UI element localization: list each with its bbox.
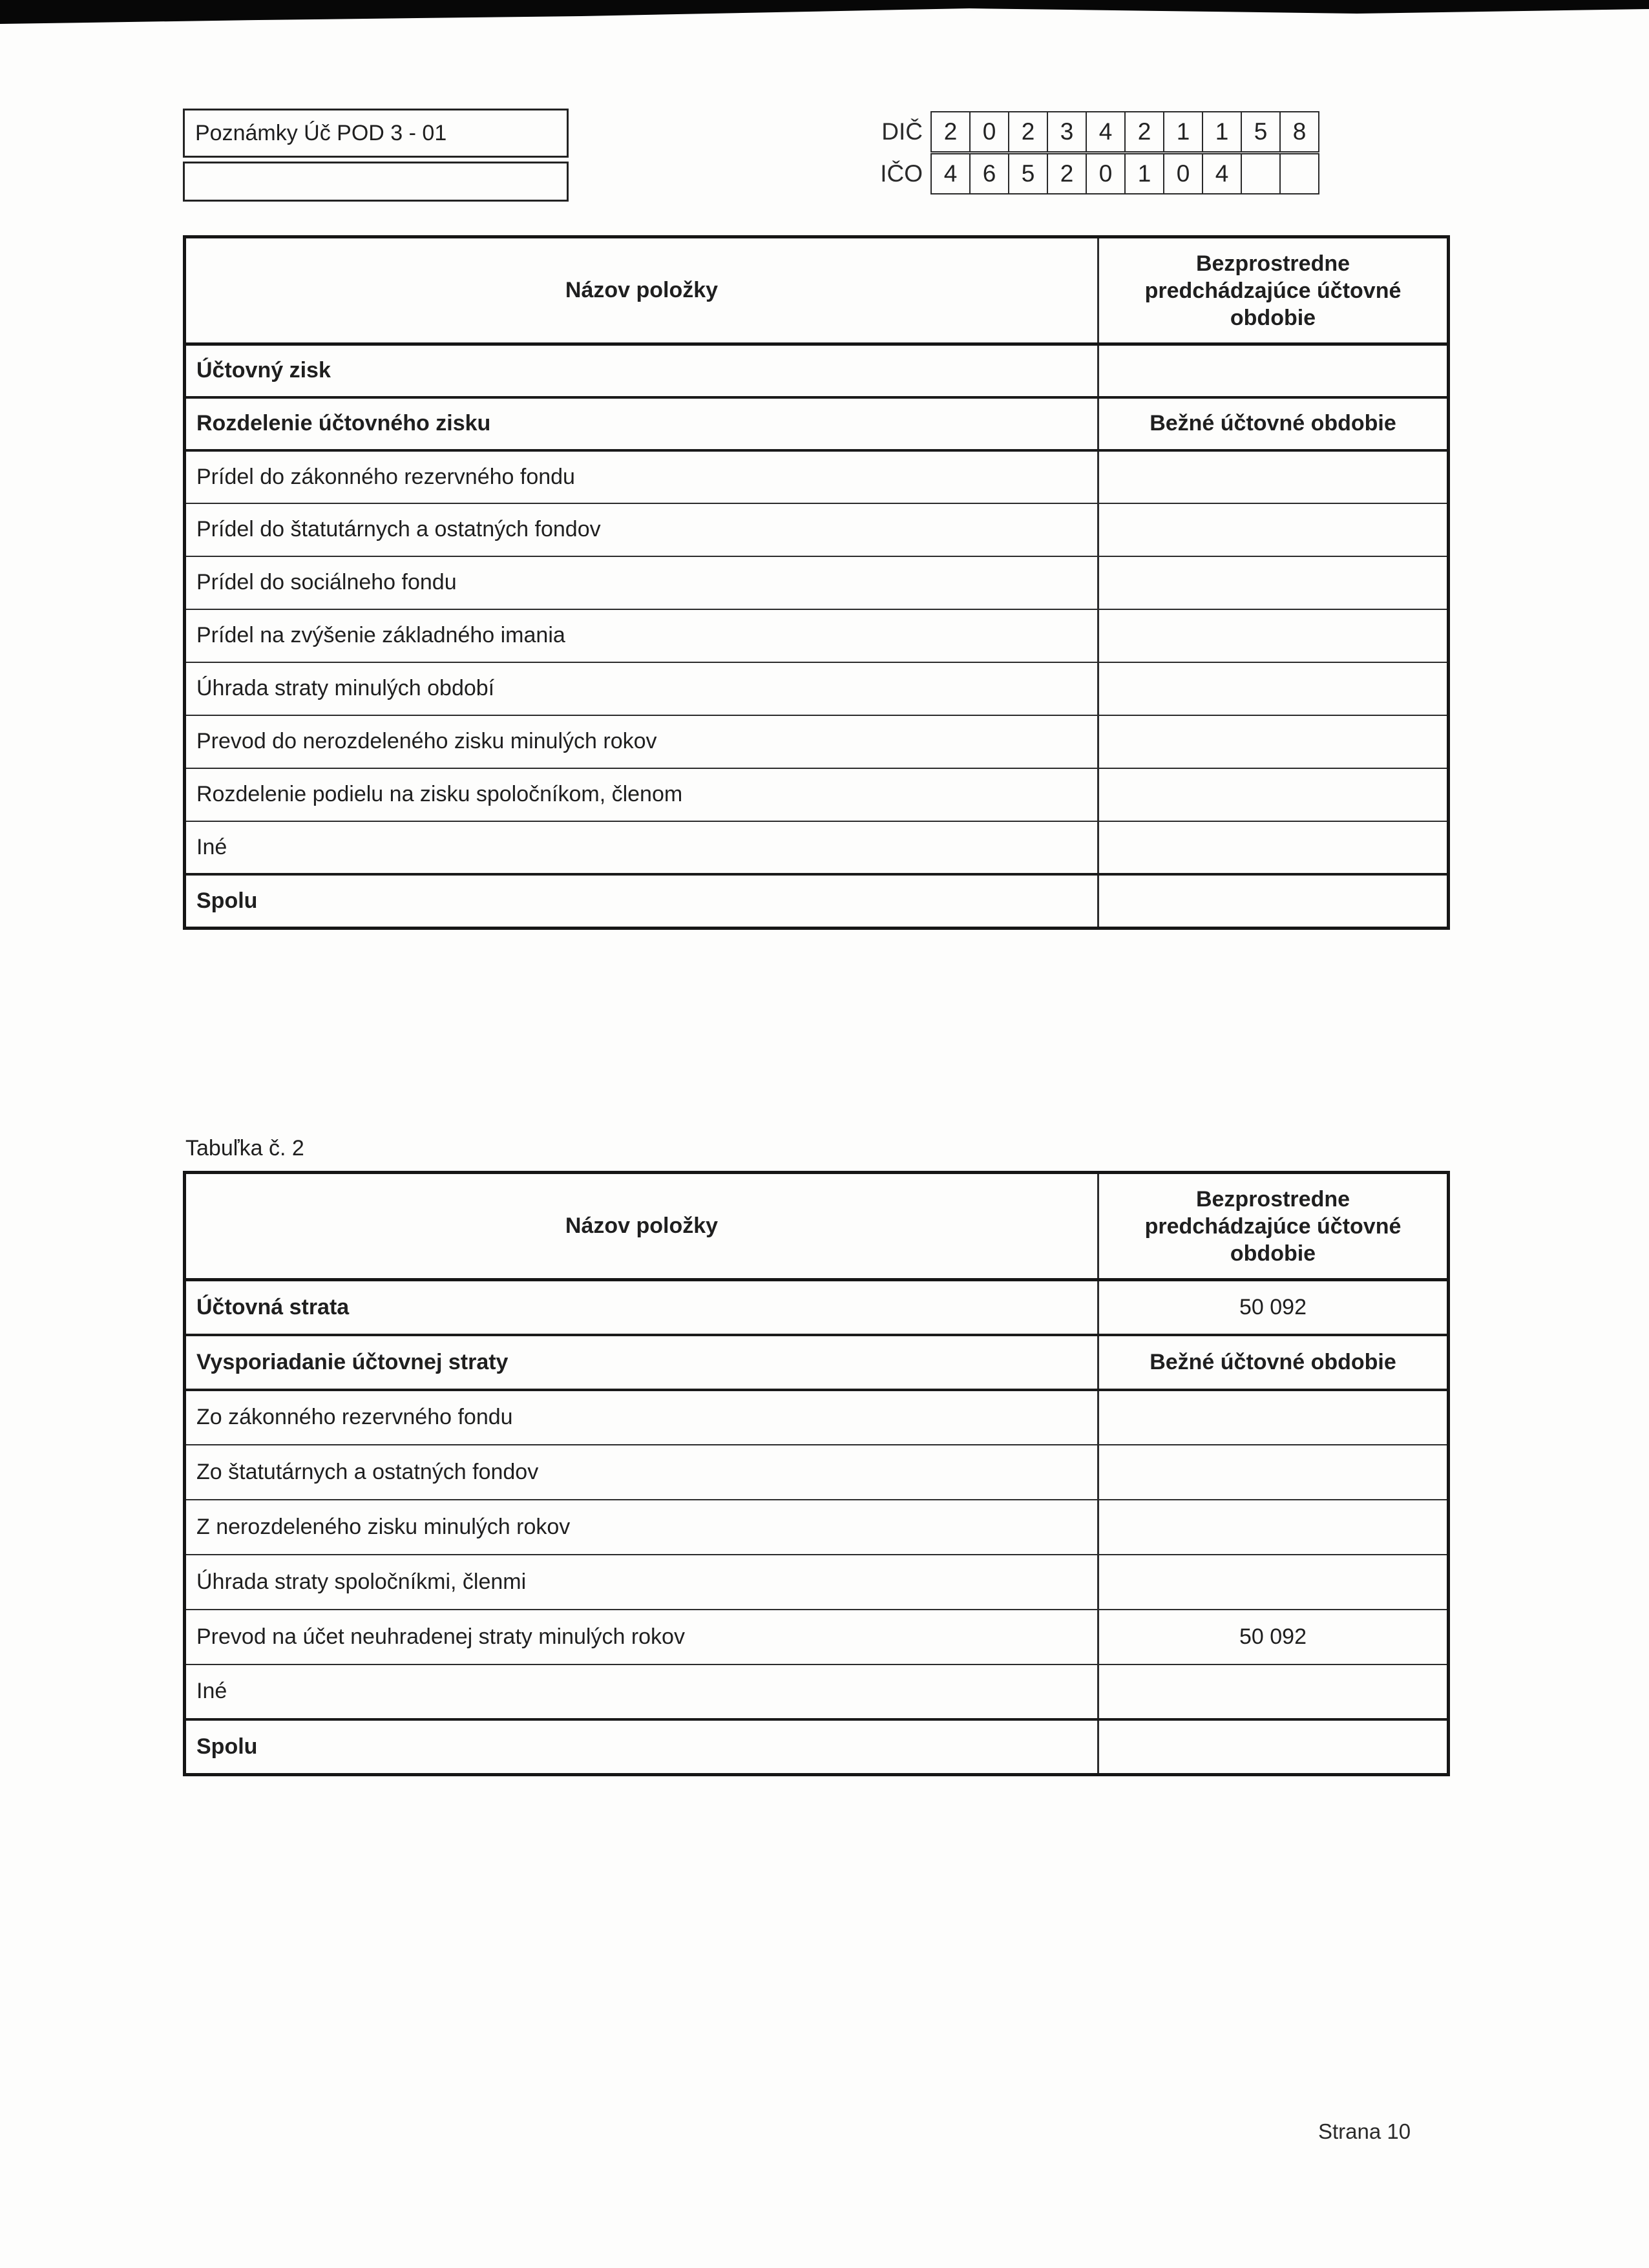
- table-row: [185, 1664, 1449, 1719]
- table1-profit-row: [185, 344, 1449, 397]
- row-value: [1098, 768, 1449, 821]
- dic-digit-cell: 3: [1047, 112, 1086, 152]
- ico-digit-cell: 0: [1086, 154, 1125, 194]
- row-label: Iné: [185, 821, 1098, 874]
- table-row: [185, 609, 1449, 662]
- row-value: [1098, 1390, 1449, 1445]
- row-label: Zo štatutárnych a ostatných fondov: [185, 1445, 1098, 1500]
- table-loss-settlement: [183, 1171, 1450, 1776]
- row-value: [1098, 1555, 1449, 1610]
- row-value: [1098, 344, 1449, 397]
- row-value: [1098, 609, 1449, 662]
- table-row: [185, 503, 1449, 556]
- row-label: Prídel na zvýšenie základného imania: [185, 609, 1098, 662]
- table1-header-row: [185, 237, 1449, 344]
- ico-row: [874, 153, 1319, 194]
- row-value: [1098, 1500, 1449, 1555]
- row-value: Bežné účtovné obdobie: [1098, 397, 1449, 450]
- ico-digit-grid: [930, 153, 1319, 194]
- table-row: [185, 662, 1449, 715]
- form-label-box-empty: [183, 162, 569, 202]
- table-row: [185, 1555, 1449, 1610]
- row-value: [1098, 556, 1449, 609]
- ico-label: IČO: [880, 160, 923, 187]
- ico-digit-cell: 4: [1203, 154, 1241, 194]
- dic-digit-cell: 2: [1009, 112, 1047, 152]
- ico-digit-cell: 1: [1125, 154, 1164, 194]
- table-row: [185, 450, 1449, 503]
- table2-header-value: Bezprostredne predchádzajúce účtovné obdobie: [1144, 1186, 1402, 1266]
- table-row: [185, 1445, 1449, 1500]
- row-label: Vysporiadanie účtovnej straty: [185, 1335, 1098, 1390]
- row-value: [1098, 1664, 1449, 1719]
- row-value: [1098, 662, 1449, 715]
- dic-digit-grid: [930, 111, 1319, 152]
- table-row: [185, 715, 1449, 768]
- form-label: Poznámky Úč POD 3 - 01: [195, 120, 447, 145]
- row-value: [1098, 1445, 1449, 1500]
- dic-digit-cell: 1: [1203, 112, 1241, 152]
- table-profit-distribution: [183, 235, 1450, 930]
- dic-digit-cell: 5: [1241, 112, 1280, 152]
- row-label: Prídel do štatutárnych a ostatných fondov: [185, 503, 1098, 556]
- row-value: [1098, 715, 1449, 768]
- row-value: [1098, 1719, 1449, 1775]
- row-label: Z nerozdeleného zisku minulých rokov: [185, 1500, 1098, 1555]
- ico-digit-cell: 0: [1164, 154, 1203, 194]
- row-value: [1098, 503, 1449, 556]
- dic-digit-cell: 4: [1086, 112, 1125, 152]
- row-label: Spolu: [185, 1719, 1098, 1775]
- row-label: Iné: [185, 1664, 1098, 1719]
- ico-digit-cell: [1241, 154, 1280, 194]
- row-label: Prídel do sociálneho fondu: [185, 556, 1098, 609]
- table-row: [185, 768, 1449, 821]
- table1-section-row: [185, 397, 1449, 450]
- dic-digit-cell: 0: [970, 112, 1009, 152]
- row-value: 50 092: [1098, 1610, 1449, 1664]
- page-number: Strana 10: [1318, 2119, 1411, 2143]
- dic-digit-cell: 2: [1125, 112, 1164, 152]
- ico-digit-cell: 2: [1047, 154, 1086, 194]
- row-value: [1098, 821, 1449, 874]
- row-value: [1098, 450, 1449, 503]
- row-label: Zo zákonného rezervného fondu: [185, 1390, 1098, 1445]
- table-row: [185, 556, 1449, 609]
- dic-digit-cell: 2: [931, 112, 970, 152]
- form-label-box: [183, 109, 569, 158]
- table2-header-row: [185, 1173, 1449, 1280]
- ico-digit-cell: 4: [931, 154, 970, 194]
- dic-label: DIČ: [881, 118, 923, 145]
- ico-digit-cell: 5: [1009, 154, 1047, 194]
- row-label: Účtovný zisk: [185, 344, 1098, 397]
- table2-header-value-cell: [1098, 1173, 1449, 1280]
- table-row: [185, 1390, 1449, 1445]
- row-label: Úhrada straty minulých období: [185, 662, 1098, 715]
- row-label: Rozdelenie účtovného zisku: [185, 397, 1098, 450]
- ico-digit-cell: 6: [970, 154, 1009, 194]
- table1-header-value-cell: [1098, 237, 1449, 344]
- table2-header-name: Názov položky: [185, 1173, 1098, 1280]
- row-value: Bežné účtovné obdobie: [1098, 1335, 1449, 1390]
- table-row: [185, 821, 1449, 874]
- table2-loss-row: [185, 1280, 1449, 1335]
- scan-artifact-bar: [0, 0, 1649, 26]
- dic-digit-cell: 1: [1164, 112, 1203, 152]
- row-label: Rozdelenie podielu na zisku spoločníkom, členom: [185, 768, 1098, 821]
- table2-caption: Tabuľka č. 2: [185, 1136, 304, 1160]
- table1-total-row: [185, 874, 1449, 929]
- table-row: [185, 1610, 1449, 1664]
- table-row: [185, 1500, 1449, 1555]
- row-value: [1098, 874, 1449, 929]
- row-label: Účtovná strata: [185, 1280, 1098, 1335]
- table1-header-name: Názov položky: [185, 237, 1098, 344]
- table1-header-value: Bezprostredne predchádzajúce účtovné obdobie: [1144, 251, 1402, 330]
- row-label: Prevod na účet neuhradenej straty minulých rokov: [185, 1610, 1098, 1664]
- row-label: Spolu: [185, 874, 1098, 929]
- row-label: Prídel do zákonného rezervného fondu: [185, 450, 1098, 503]
- dic-row: [874, 111, 1319, 152]
- ico-digit-cell: [1280, 154, 1319, 194]
- table2-section-row: [185, 1335, 1449, 1390]
- row-label: Úhrada straty spoločníkmi, členmi: [185, 1555, 1098, 1610]
- row-value: 50 092: [1098, 1280, 1449, 1335]
- dic-digit-cell: 8: [1280, 112, 1319, 152]
- row-label: Prevod do nerozdeleného zisku minulých rokov: [185, 715, 1098, 768]
- table2-total-row: [185, 1719, 1449, 1775]
